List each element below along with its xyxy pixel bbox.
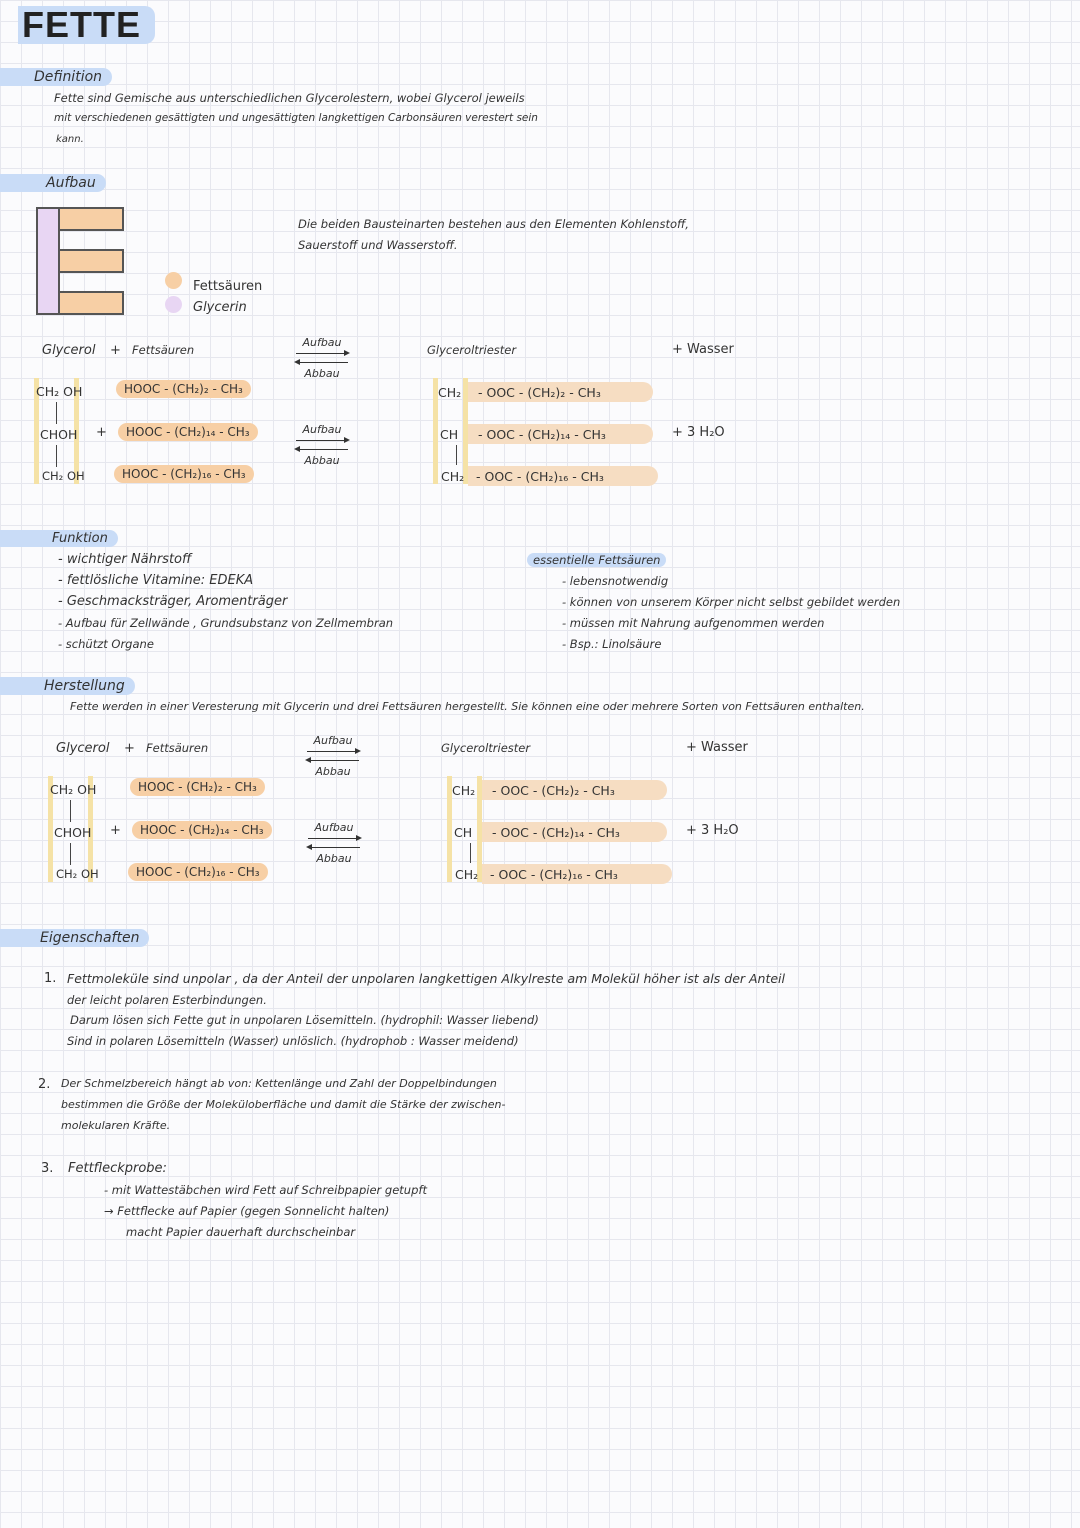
funktion-item-5: - schützt Organe: [58, 637, 154, 651]
reaction-arrow-middle: [294, 423, 350, 467]
arrow-abbau-label: Abbau: [304, 454, 340, 467]
glycerin-block: [36, 207, 60, 315]
glycerol-row-3: CH₂ OH: [42, 469, 85, 483]
essentiell-heading: essentielle Fettsäuren: [527, 553, 666, 567]
legend-glycerin: Glycerin: [193, 300, 247, 315]
glycerol-row-2: CHOH: [54, 825, 92, 840]
acid-3: HOOC - (CH₂)₁₆ - CH₃: [114, 465, 254, 483]
fatty-acid-block-2: [58, 249, 124, 273]
ester-right-2: - OOC - (CH₂)₁₄ - CH₃: [492, 825, 620, 840]
left-arrow-icon: [294, 358, 350, 367]
ester-right-1: - OOC - (CH₂)₂ - CH₃: [492, 783, 615, 798]
arrow-aufbau-label: Aufbau: [302, 336, 342, 349]
essentiell-item-2: - können von unserem Körper nicht selbst gebildet werden: [562, 595, 901, 609]
arrow-abbau-label: Abbau: [315, 765, 351, 778]
fettsaeuren-label: Fettsäuren: [132, 343, 195, 357]
page-title: FETTE: [18, 6, 155, 44]
fatty-acid-block-3: [58, 291, 124, 315]
acid-2: HOOC - (CH₂)₁₄ - CH₃: [132, 821, 272, 839]
right-arrow-icon: [294, 436, 350, 445]
aufbau-heading: Aufbau: [0, 174, 106, 192]
left-arrow-icon: [306, 843, 362, 852]
property-3-line-1: - mit Wattestäbchen wird Fett auf Schreibpapier getupft: [104, 1183, 427, 1197]
property-2-line-3: molekularen Kräfte.: [61, 1119, 171, 1132]
legend-fatty-acids: Fettsäuren: [193, 279, 263, 294]
property-number-2: 2.: [38, 1077, 51, 1092]
ester-left-3: CH₂: [455, 867, 479, 882]
funktion-item-3: - Geschmacksträger, Aromenträger: [58, 594, 288, 609]
property-3-line-2: → Fettflecke auf Papier (gegen Sonnelicht halten): [104, 1204, 390, 1218]
water-count: + 3 H₂O: [686, 823, 739, 838]
acid-3: HOOC - (CH₂)₁₆ - CH₃: [128, 863, 268, 881]
ester-right-2: - OOC - (CH₂)₁₄ - CH₃: [478, 427, 606, 442]
acid-2: HOOC - (CH₂)₁₄ - CH₃: [118, 423, 258, 441]
property-number-1: 1.: [44, 971, 57, 986]
bond-line: [70, 800, 71, 822]
plus-sign: +: [96, 425, 107, 440]
bond-line: [456, 445, 457, 465]
definition-line-2: mit verschiedenen gesättigten und ungesättigten langkettigen Carbonsäuren verestert sein: [54, 112, 538, 124]
funktion-item-2: - fettlösliche Vitamine: EDEKA: [58, 573, 254, 588]
fettsaeuren-label: Fettsäuren: [146, 741, 209, 755]
ester-left-1: CH₂: [438, 385, 462, 400]
essentiell-item-4: - Bsp.: Linolsäure: [562, 637, 662, 651]
herstellung-text: Fette werden in einer Veresterung mit Glycerin und drei Fettsäuren hergestellt. Sie können eine oder mehrere Sorten von Fettsäuren enthalten.: [70, 700, 865, 713]
glycerol-row-1: CH₂ OH: [36, 384, 83, 399]
ester-right-3: - OOC - (CH₂)₁₆ - CH₃: [490, 867, 618, 882]
reaction-arrow-middle: [306, 821, 362, 865]
glycerol-row-3: CH₂ OH: [56, 867, 99, 881]
eigenschaften-heading: Eigenschaften: [0, 929, 149, 947]
plus-sign: +: [110, 823, 121, 838]
property-3-title: Fettfleckprobe:: [68, 1161, 167, 1176]
reaction-arrow-top: [294, 336, 350, 380]
property-1-line-1: Fettmoleküle sind unpolar , da der Anteil der unpolaren langkettigen Alkylreste am Molekül höher ist als der Anteil: [67, 971, 786, 986]
left-arrow-icon: [305, 756, 361, 765]
fatty-acid-block-1: [58, 207, 124, 231]
left-arrow-icon: [294, 445, 350, 454]
property-1-line-4: Sind in polaren Lösemitteln (Wasser) unlöslich. (hydrophob : Wasser meidend): [67, 1034, 519, 1048]
ester-left-2: CH: [440, 427, 459, 442]
arrow-aufbau-label: Aufbau: [302, 423, 342, 436]
product-label: Glyceroltriester: [427, 343, 517, 357]
wasser-label: + Wasser: [672, 342, 734, 357]
property-1-line-2: der leicht polaren Esterbindungen.: [67, 993, 267, 1007]
plus-sign: +: [124, 741, 135, 756]
arrow-abbau-label: Abbau: [304, 367, 340, 380]
ester-right-3: - OOC - (CH₂)₁₆ - CH₃: [476, 469, 604, 484]
property-number-3: 3.: [41, 1161, 54, 1176]
herstellung-heading: Herstellung: [0, 677, 135, 695]
ester-left-2: CH: [454, 825, 473, 840]
aufbau-desc-1: Die beiden Bausteinarten bestehen aus den Elementen Kohlenstoff,: [298, 217, 689, 231]
ester-left-1: CH₂: [452, 783, 476, 798]
glycerol-label: Glycerol: [56, 741, 110, 756]
glycerol-label: Glycerol: [42, 343, 96, 358]
arrow-aufbau-label: Aufbau: [314, 821, 354, 834]
ester-right-1: - OOC - (CH₂)₂ - CH₃: [478, 385, 601, 400]
bond-line: [56, 445, 57, 467]
ester-left-3: CH₂: [441, 469, 465, 484]
legend-fatty-acid-swatch: [165, 272, 182, 289]
funktion-item-1: - wichtiger Nährstoff: [58, 552, 192, 567]
wasser-label: + Wasser: [686, 740, 748, 755]
essentiell-item-1: - lebensnotwendig: [562, 574, 669, 588]
arrow-aufbau-label: Aufbau: [313, 734, 353, 747]
glycerol-row-2: CHOH: [40, 427, 78, 442]
acid-1: HOOC - (CH₂)₂ - CH₃: [130, 778, 265, 796]
bond-line: [56, 402, 57, 424]
product-label: Glyceroltriester: [441, 741, 531, 755]
aufbau-desc-2: Sauerstoff und Wasserstoff.: [298, 238, 458, 252]
property-2-line-2: bestimmen die Größe der Moleküloberfläche und damit die Stärke der zwischen-: [61, 1098, 506, 1111]
right-arrow-icon: [306, 834, 362, 843]
bond-line: [70, 843, 71, 865]
glycerol-row-1: CH₂ OH: [50, 782, 97, 797]
water-count: + 3 H₂O: [672, 425, 725, 440]
reaction-arrow-top: [305, 734, 361, 778]
arrow-abbau-label: Abbau: [316, 852, 352, 865]
acid-1: HOOC - (CH₂)₂ - CH₃: [116, 380, 251, 398]
right-arrow-icon: [294, 349, 350, 358]
property-2-line-1: Der Schmelzbereich hängt ab von: Kettenlänge und Zahl der Doppelbindungen: [61, 1077, 497, 1090]
property-1-line-3: Darum lösen sich Fette gut in unpolaren Lösemitteln. (hydrophil: Wasser liebend): [70, 1013, 539, 1027]
bond-line: [470, 843, 471, 863]
definition-line-3: kann.: [56, 134, 84, 145]
essentiell-item-3: - müssen mit Nahrung aufgenommen werden: [562, 616, 825, 630]
funktion-item-4: - Aufbau für Zellwände , Grundsubstanz von Zellmembran: [58, 616, 394, 630]
property-3-line-3: macht Papier dauerhaft durchscheinbar: [126, 1225, 356, 1239]
definition-heading: Definition: [0, 68, 112, 86]
right-arrow-icon: [305, 747, 361, 756]
funktion-heading: Funktion: [0, 530, 118, 547]
plus-sign: +: [110, 343, 121, 358]
legend-glycerin-swatch: [165, 296, 182, 313]
definition-line-1: Fette sind Gemische aus unterschiedlichen Glycerolestern, wobei Glycerol jeweils: [54, 91, 525, 105]
